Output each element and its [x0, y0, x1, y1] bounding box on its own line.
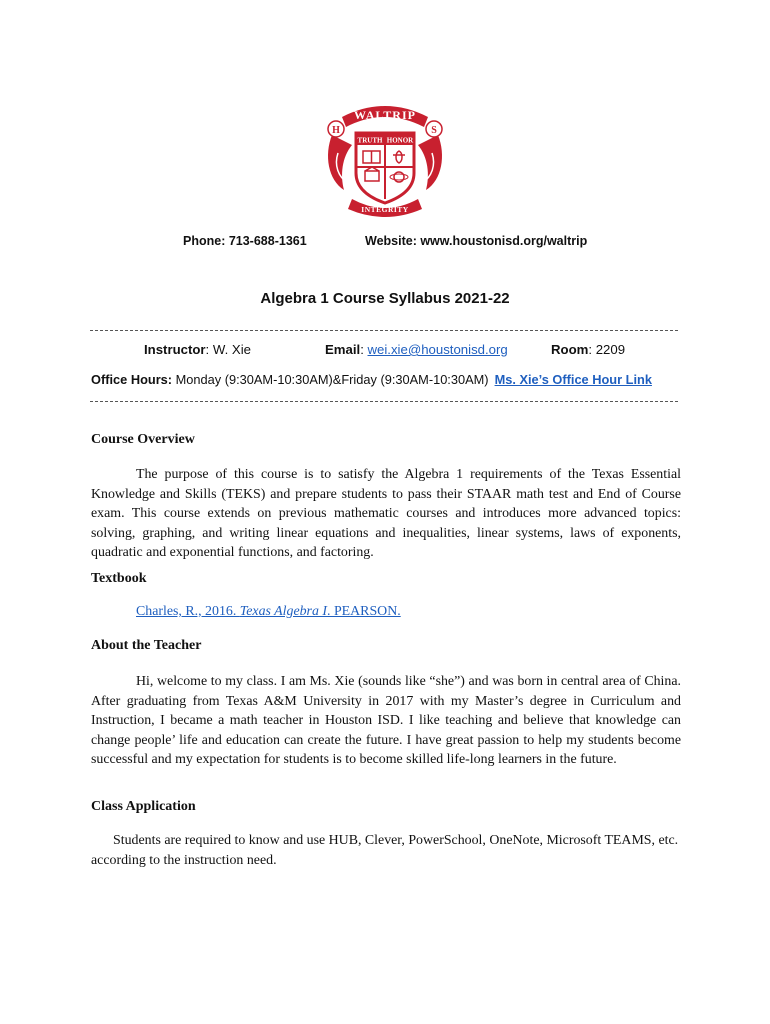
course-overview-paragraph: [91, 465, 681, 563]
office-hours: [91, 372, 652, 387]
page-title: Algebra 1 Course Syllabus 2021-22: [260, 290, 510, 307]
textbook-citation-link[interactable]: [136, 604, 401, 620]
phone-number: Phone: 713-688-1361: [183, 234, 307, 248]
crest-banner-text: WALTRIP: [354, 108, 416, 122]
textbook-author: Charles, R., 2016.: [136, 604, 240, 619]
section-heading-course-overview: Course Overview: [91, 432, 195, 447]
divider: [90, 401, 678, 402]
class-application-paragraph: [91, 831, 681, 870]
instructor-info: [144, 342, 251, 357]
office-hour-link[interactable]: Ms. Xie’s Office Hour Link: [494, 372, 652, 387]
class-application-text: Students are required to know and use HUB, Clever, PowerSchool, OneNote, Microsoft TEAMS, etc. according to the instruction need.: [91, 833, 679, 868]
section-heading-textbook: Textbook: [91, 571, 147, 586]
email-label: Email: [325, 342, 361, 357]
crest-ribbon-text: INTEGRITY: [361, 205, 409, 214]
crest-word-truth: TRUTH: [357, 136, 383, 145]
textbook-title: Texas Algebra I: [239, 604, 327, 619]
website-address: Website: www.houstonisd.org/waltrip: [365, 234, 588, 248]
textbook-publisher: . PEARSON.: [327, 604, 401, 619]
email-link[interactable]: wei.xie@houstonisd.org: [367, 342, 508, 357]
section-heading-class-application: Class Application: [91, 799, 196, 814]
instructor-label: Instructor: [144, 342, 206, 357]
crest-letter-h: H: [332, 125, 340, 136]
room-value: : 2209: [588, 342, 626, 357]
crest-word-honor: HONOR: [386, 136, 414, 145]
crest-letter-s: S: [431, 125, 437, 136]
instructor-value: : W. Xie: [205, 342, 251, 357]
school-crest-logo: [322, 95, 448, 219]
section-heading-about-teacher: About the Teacher: [91, 638, 202, 653]
email-info: [325, 342, 508, 357]
room-label: Room: [551, 342, 589, 357]
room-info: [551, 342, 625, 357]
about-teacher-paragraph: [91, 672, 681, 770]
course-overview-text: The purpose of this course is to satisfy the Algebra 1 requirements of the Texas Essential Knowledge and Skills (TEKS) and prepare students to pass their STAAR math test and End of Course exam. This course extends on previous mathematic courses and introduces more advanced topics: solving, graphing, and writing linear equations and inequalities, linear systems, laws of exponents, quadratic and exponential functions, and factoring.: [91, 467, 681, 560]
divider: [90, 330, 678, 331]
office-hours-value: Monday (9:30AM-10:30AM)&Friday (9:30AM-10:30AM): [172, 372, 489, 387]
office-hours-label: Office Hours:: [91, 372, 173, 387]
email-separator: :: [360, 342, 368, 357]
about-teacher-text: Hi, welcome to my class. I am Ms. Xie (sounds like “she”) and was born in central area of China. After graduating from Texas A&M University in 2017 with my Master’s degree in Curriculum and Instruction, I became a math teacher in Houston ISD. I like teaching and believe that knowledge can change people’ life and education can create the future. I have great passion to help my students become successful and my expectation for students is to become skilled life-long learners in the future.: [91, 674, 681, 767]
